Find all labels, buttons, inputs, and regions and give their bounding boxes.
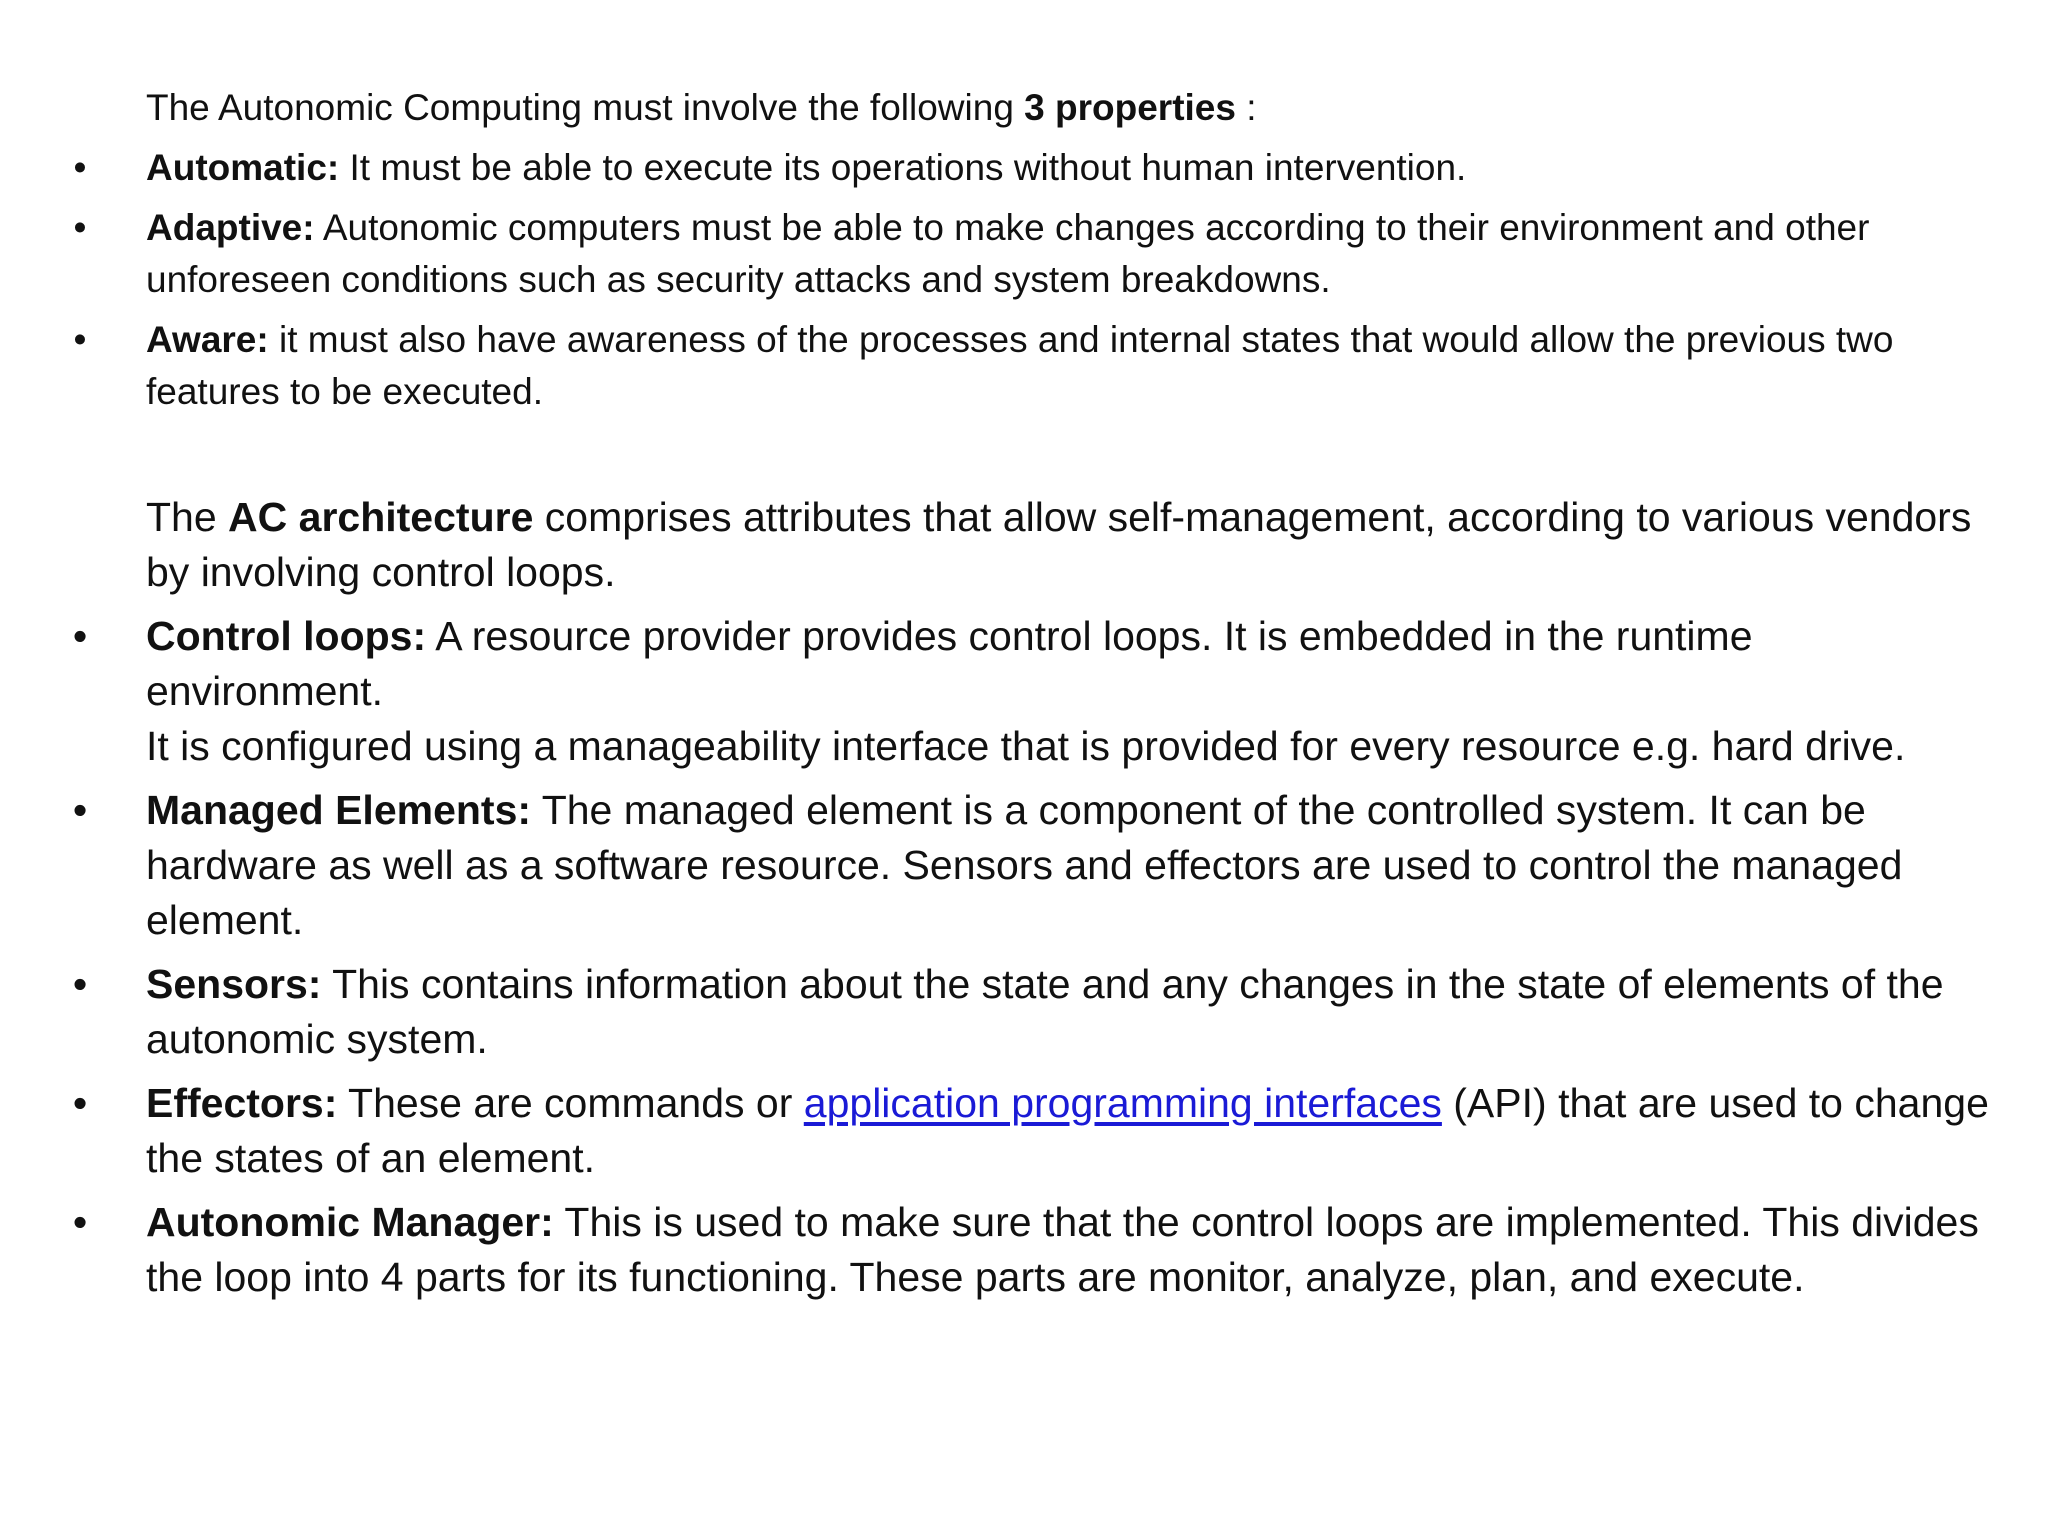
description-aware: it must also have awareness of the processes and internal states that would allow the previous two features to be executed. xyxy=(146,319,1894,412)
properties-intro-suffix: : xyxy=(1235,87,1257,128)
properties-intro xyxy=(146,82,1996,134)
list-item-adaptive xyxy=(73,202,1996,306)
list-item-automatic xyxy=(73,142,1996,194)
list-item-control-loops xyxy=(72,609,1996,774)
description-effectors-before: These are commands or xyxy=(337,1080,804,1126)
list-item-effectors xyxy=(72,1076,1996,1186)
bullet-icon: • xyxy=(73,147,87,188)
bullet-icon: • xyxy=(73,207,87,248)
term-adaptive: Adaptive: xyxy=(146,207,315,248)
description-sensors: This contains information about the state and any changes in the state of elements of the autonomic system. xyxy=(146,961,1944,1062)
architecture-intro-text: The xyxy=(146,494,229,540)
description-control-loops: A resource provider provides control loops. It is embedded in the runtime environment. xyxy=(146,613,1753,714)
architecture-section xyxy=(72,490,1996,1314)
term-aware: Aware: xyxy=(146,319,269,360)
bullet-icon: • xyxy=(72,787,88,833)
api-link[interactable]: application programming interfaces xyxy=(803,1080,1442,1126)
term-automatic: Automatic: xyxy=(146,147,340,188)
description-autonomic-manager: This is used to make sure that the control loops are implemented. This divides the loop into 4 parts for its functioning. These parts are monitor, analyze, plan, and execute. xyxy=(146,1199,1979,1300)
properties-intro-bold: 3 properties xyxy=(1024,87,1236,128)
properties-section xyxy=(73,82,1996,426)
description-control-loops-extra: It is configured using a manageability interface that is provided for every resource e.g. hard drive. xyxy=(146,723,1906,769)
bullet-icon: • xyxy=(72,961,88,1007)
bullet-icon: • xyxy=(72,1199,88,1245)
architecture-intro-suffix: comprises attributes that allow self-management, according to various vendors by involving control loops. xyxy=(146,494,1972,595)
description-automatic: It must be able to execute its operations without human intervention. xyxy=(339,147,1467,188)
term-control-loops: Control loops: xyxy=(146,613,427,659)
list-item-autonomic-manager xyxy=(72,1195,1996,1305)
bullet-icon: • xyxy=(73,319,87,360)
description-managed-elements: The managed element is a component of the controlled system. It can be hardware as well as a software resource. Sensors and effectors are used to control the managed element. xyxy=(146,787,1903,943)
list-item-aware xyxy=(73,314,1996,418)
list-item-sensors xyxy=(72,957,1996,1067)
bullet-icon: • xyxy=(72,613,88,659)
term-autonomic-manager: Autonomic Manager: xyxy=(146,1199,554,1245)
architecture-intro xyxy=(146,490,1996,600)
properties-intro-text: The Autonomic Computing must involve the following xyxy=(146,87,1025,128)
bullet-icon: • xyxy=(72,1080,88,1126)
list-item-managed-elements xyxy=(72,783,1996,948)
description-effectors-after: (API) that are used to change the states of an element. xyxy=(146,1080,1989,1181)
description-adaptive: Autonomic computers must be able to make changes according to their environment and other unforeseen conditions such as security attacks and system breakdowns. xyxy=(146,207,1870,300)
term-managed-elements: Managed Elements: xyxy=(146,787,532,833)
term-effectors: Effectors: xyxy=(146,1080,338,1126)
term-sensors: Sensors: xyxy=(146,961,322,1007)
architecture-intro-bold: AC architecture xyxy=(228,494,534,540)
